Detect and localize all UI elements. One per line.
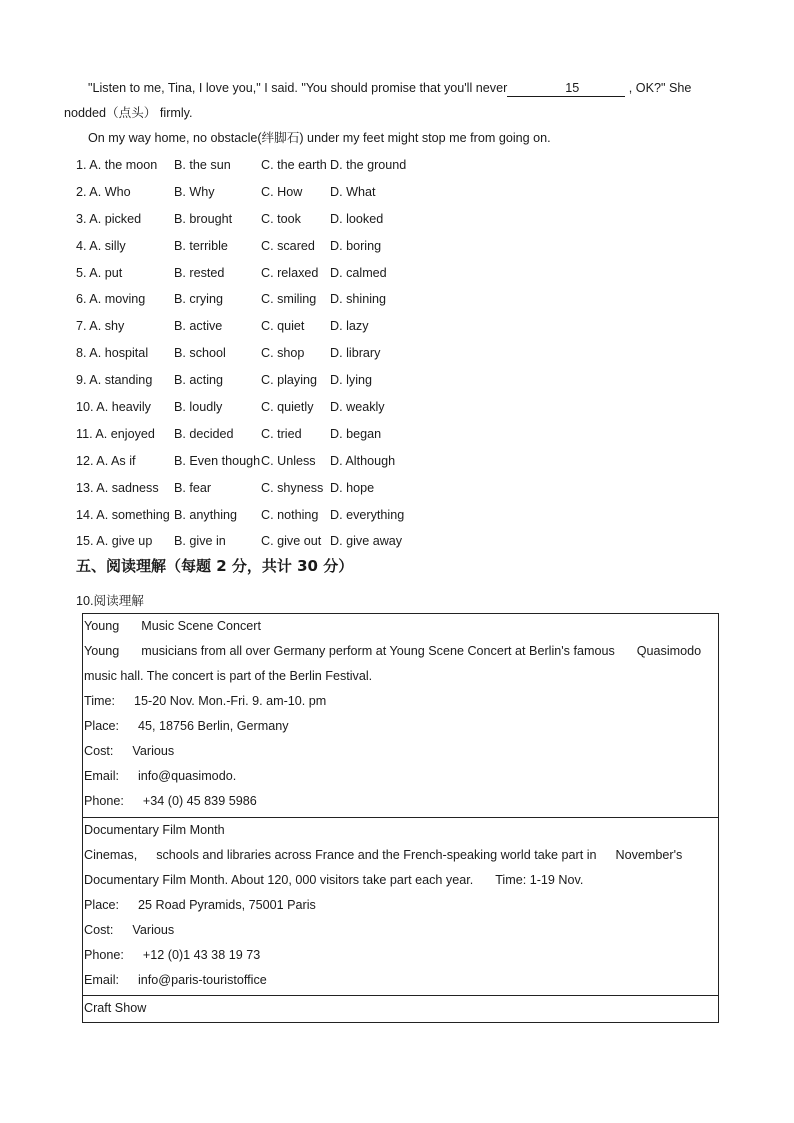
- option-c: C. scared: [261, 238, 315, 253]
- option-d: D. hope: [330, 480, 375, 495]
- notice-phone: Phone: +34 (0) 45 839 5986: [84, 794, 257, 808]
- option-b: B. fear: [174, 480, 212, 495]
- option-a: 14. A. something: [76, 507, 170, 522]
- option-d: D. everything: [330, 507, 405, 522]
- passage-text: "Listen to me, Tina, I love you," I said. "You should promise that you'll never: [88, 81, 508, 95]
- option-c: C. smiling: [261, 292, 317, 307]
- notice-body-line: Cinemas, schools and libraries across France and the French-speaking world take part in November's: [84, 848, 683, 862]
- notice-title: Young Music Scene Concert: [84, 619, 261, 633]
- option-a: 12. A. As if: [76, 453, 136, 468]
- option-b: B. terrible: [174, 238, 228, 253]
- option-b: B. Even though: [174, 453, 261, 468]
- option-b: B. acting: [174, 373, 224, 388]
- option-c: C. relaxed: [261, 265, 319, 280]
- option-b: B. give in: [174, 534, 226, 549]
- option-c: C. tried: [261, 426, 302, 441]
- option-a: 3. A. picked: [76, 211, 142, 226]
- option-a: 6. A. moving: [76, 292, 146, 307]
- notice-body-line: Documentary Film Month. About 120, 000 visitors take part each year. Time: 1-19 Nov.: [84, 873, 584, 887]
- notice-title: Craft Show: [84, 1001, 147, 1015]
- option-c: C. shyness: [261, 480, 324, 495]
- option-b: B. brought: [174, 211, 233, 226]
- option-c: C. playing: [261, 373, 318, 388]
- notice-craft-show: [82, 995, 719, 1023]
- option-c: C. took: [261, 211, 301, 226]
- option-a: 1. A. the moon: [76, 158, 158, 172]
- notice-body-line: music hall. The concert is part of the Berlin Festival.: [84, 669, 373, 683]
- notice-place: Place: 25 Road Pyramids, 75001 Paris: [84, 898, 316, 912]
- passage-paragraph-2: On my way home, no obstacle(绊脚石) under my feet might stop me from going on.: [88, 131, 551, 145]
- option-c: C. quiet: [261, 319, 305, 334]
- option-c: C. shop: [261, 346, 305, 361]
- notice-documentary-film-month: [82, 817, 719, 996]
- option-d: D. give away: [330, 534, 403, 549]
- question-subtitle: 10.阅读理解: [76, 594, 144, 608]
- option-b: B. decided: [174, 426, 234, 441]
- option-a: 13. A. sadness: [76, 480, 159, 495]
- option-a: 11. A. enjoyed: [76, 426, 155, 441]
- option-b: B. active: [174, 319, 223, 334]
- option-b: B. the sun: [174, 158, 231, 172]
- option-b: B. rested: [174, 265, 225, 280]
- option-a: 10. A. heavily: [76, 400, 151, 415]
- option-d: D. Although: [330, 453, 396, 468]
- answer-blank-15: 15: [507, 80, 625, 97]
- option-d: D. lazy: [330, 319, 369, 334]
- option-d: D. began: [330, 426, 382, 441]
- section-title: 五、阅读理解（每题 2 分，共计 30 分）: [76, 557, 354, 575]
- notice-title: Documentary Film Month: [84, 823, 225, 837]
- notice-young-music-scene: [82, 613, 719, 818]
- notice-body-line: Young musicians from all over Germany perform at Young Scene Concert at Berlin's famous Quasimodo: [84, 644, 702, 658]
- option-a: 9. A. standing: [76, 373, 153, 388]
- option-b: B. school: [174, 346, 226, 361]
- option-d: D. weakly: [330, 400, 385, 415]
- option-a: 5. A. put: [76, 265, 123, 280]
- option-c: C. give out: [261, 534, 322, 549]
- option-c: C. How: [261, 184, 303, 199]
- option-c: C. Unless: [261, 453, 316, 468]
- passage-text: nodded（点头） firmly.: [64, 106, 193, 120]
- option-b: B. crying: [174, 292, 223, 307]
- option-a: 8. A. hospital: [76, 346, 149, 361]
- option-d: D. the ground: [330, 158, 407, 172]
- passage-paragraph-1: [64, 76, 716, 126]
- option-d: D. lying: [330, 373, 372, 388]
- option-c: C. quietly: [261, 400, 314, 415]
- notice-time: Time: 15-20 Nov. Mon.-Fri. 9. am-10. pm: [84, 694, 327, 708]
- option-a: 15. A. give up: [76, 534, 153, 549]
- option-c: C. nothing: [261, 507, 319, 522]
- option-d: D. looked: [330, 211, 384, 226]
- passage-text: , OK?" She: [628, 81, 692, 95]
- option-a: 2. A. Who: [76, 184, 131, 199]
- option-d: D. boring: [330, 238, 382, 253]
- notice-phone: Phone: +12 (0)1 43 38 19 73: [84, 948, 261, 962]
- option-b: B. Why: [174, 184, 215, 199]
- option-a: 4. A. silly: [76, 238, 126, 253]
- option-d: D. shining: [330, 292, 387, 307]
- option-c: C. the earth: [261, 158, 327, 172]
- notice-cost: Cost: Various: [84, 923, 175, 937]
- option-d: D. What: [330, 184, 376, 199]
- option-d: D. calmed: [330, 265, 387, 280]
- option-b: B. loudly: [174, 400, 223, 415]
- notice-email: Email: info@paris-touristoffice: [84, 973, 267, 987]
- notice-cost: Cost: Various: [84, 744, 175, 758]
- option-d: D. library: [330, 346, 381, 361]
- option-b: B. anything: [174, 507, 238, 522]
- notice-place: Place: 45, 18756 Berlin, Germany: [84, 719, 289, 733]
- option-a: 7. A. shy: [76, 319, 125, 334]
- notice-email: Email: info@quasimodo.: [84, 769, 237, 783]
